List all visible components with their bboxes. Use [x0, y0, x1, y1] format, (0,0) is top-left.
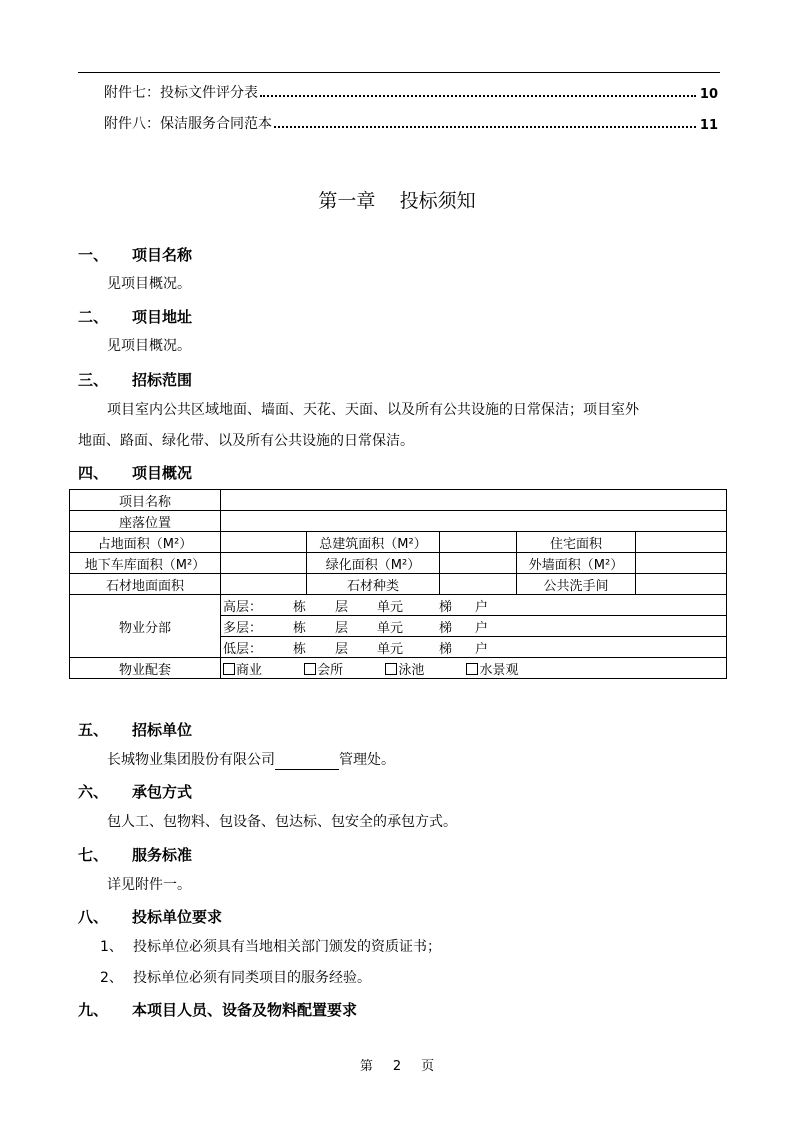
toc-label: 附件七：投标文件评分表: [104, 85, 258, 101]
section-title: 招标单位: [132, 721, 193, 739]
page-number: 2: [392, 1059, 402, 1074]
floor-unit: 单元: [377, 641, 404, 657]
section-heading: [78, 906, 222, 927]
facility-option[interactable]: [304, 659, 343, 678]
floor-row-low: [221, 637, 727, 658]
section-number: 一、: [78, 246, 109, 264]
section-number: 五、: [78, 721, 109, 739]
section-heading: [78, 306, 192, 327]
floor-unit: 单元: [377, 620, 404, 636]
toc-entry[interactable]: [104, 111, 718, 133]
floor-ti: 梯: [439, 641, 453, 657]
table-label: 总建筑面积（M²）: [307, 532, 440, 553]
list-text: 投标单位必须有同类项目的服务经验。: [133, 970, 371, 986]
floor-hu: 户: [475, 620, 489, 636]
footer-suffix: 页: [421, 1059, 435, 1074]
toc-entry[interactable]: [104, 80, 718, 102]
checkbox-icon[interactable]: [304, 663, 316, 675]
section-title: 投标单位要求: [132, 908, 223, 926]
table-value-cell: [221, 532, 307, 553]
table-label: 外墙面积（M²）: [517, 553, 636, 574]
floor-dong: 栋: [293, 599, 307, 615]
list-text: 投标单位必须具有当地相关部门颁发的资质证书；: [133, 939, 441, 955]
toc-page: 11: [699, 118, 718, 133]
checkbox-icon[interactable]: [385, 663, 397, 675]
list-number: 2、: [100, 970, 123, 986]
floor-ceng: 层: [335, 641, 349, 657]
floor-hu: 户: [475, 599, 489, 615]
floor-dong: 栋: [293, 641, 307, 657]
table-label: 公共洗手间: [517, 574, 636, 595]
table-value-cell: [636, 553, 727, 574]
table-row: [70, 595, 727, 616]
section-heading: [78, 369, 192, 390]
section-title: 项目名称: [132, 246, 193, 264]
floor-hu: 户: [475, 641, 489, 657]
section-title: 本项目人员、设备及物料配置要求: [132, 1001, 358, 1019]
section-number: 二、: [78, 308, 109, 326]
facility-label: 泳池: [398, 662, 425, 678]
section-number: 六、: [78, 783, 109, 801]
section-heading: [78, 719, 192, 740]
floor-type: 高层：: [223, 599, 263, 615]
table-value-cell: [221, 490, 727, 511]
floor-dong: 栋: [293, 620, 307, 636]
list-item: [100, 937, 441, 957]
page-footer: [0, 1055, 794, 1074]
table-label: 住宅面积: [517, 532, 636, 553]
footer-prefix: 第: [359, 1059, 373, 1074]
section-heading: [78, 844, 192, 865]
section-body: 包人工、包物料、包设备、包达标、包安全的承包方式。: [107, 814, 457, 830]
toc-label: 附件八：保洁服务合同范本: [104, 116, 272, 132]
floor-row-mid: [221, 616, 727, 637]
table-value-cell: [636, 574, 727, 595]
facility-label: 会所: [317, 662, 344, 678]
table-label: 绿化面积（M²）: [307, 553, 440, 574]
section-number: 七、: [78, 846, 109, 864]
table-row: [70, 574, 727, 595]
facility-option[interactable]: [466, 659, 518, 678]
table-label: 物业分部: [70, 595, 221, 658]
section-body: 地面、路面、绿化带、以及所有公共设施的日常保洁。: [78, 433, 414, 449]
table-label: 项目名称: [70, 490, 221, 511]
section-body: [107, 750, 395, 770]
table-value-cell: [221, 511, 727, 532]
office-suffix: 管理处。: [339, 752, 395, 768]
section-number: 九、: [78, 1001, 109, 1019]
floor-unit: 单元: [377, 599, 404, 615]
table-row: [70, 532, 727, 553]
section-body: 见项目概况。: [107, 338, 191, 354]
floor-ceng: 层: [335, 599, 349, 615]
floor-row-high: [221, 595, 727, 616]
checkbox-icon[interactable]: [223, 663, 235, 675]
floor-type: 低层：: [223, 641, 263, 657]
section-title: 招标范围: [132, 371, 193, 389]
floor-ti: 梯: [439, 599, 453, 615]
table-value-cell: [221, 574, 307, 595]
project-overview-table: [69, 489, 727, 679]
section-title: 项目概况: [132, 464, 193, 482]
table-row: [70, 511, 727, 532]
table-row: [70, 490, 727, 511]
table-value-cell: [440, 532, 517, 553]
section-body: 详见附件一。: [107, 877, 191, 893]
facilities-cell: [221, 658, 727, 679]
chapter-title: 第一章 投标须知: [318, 190, 476, 212]
toc-leader: [274, 126, 696, 128]
toc-leader: [260, 95, 696, 97]
table-value-cell: [636, 532, 727, 553]
floor-ceng: 层: [335, 620, 349, 636]
section-heading: [78, 781, 192, 802]
toc-page: 10: [699, 87, 718, 102]
section-body: 项目室内公共区域地面、墙面、天花、天面、以及所有公共设施的日常保洁；项目室外: [107, 402, 639, 418]
section-title: 服务标准: [132, 846, 193, 864]
section-heading: [78, 462, 192, 483]
facility-label: 商业: [236, 662, 263, 678]
table-label: 占地面积（M²）: [70, 532, 221, 553]
section-number: 八、: [78, 908, 109, 926]
section-number: 三、: [78, 371, 109, 389]
header-rule: [78, 72, 720, 73]
table-value-cell: [221, 553, 307, 574]
table-value-cell: [440, 574, 517, 595]
section-title: 项目地址: [132, 308, 193, 326]
table-label: 座落位置: [70, 511, 221, 532]
blank-field[interactable]: [275, 755, 339, 770]
table-row: [70, 658, 727, 679]
section-title: 承包方式: [132, 783, 193, 801]
section-heading: [78, 244, 192, 265]
list-number: 1、: [100, 939, 123, 955]
facility-label: 水景观: [479, 662, 519, 678]
table-value-cell: [440, 553, 517, 574]
table-row: [70, 553, 727, 574]
table-label: 石材地面面积: [70, 574, 221, 595]
section-heading: [78, 999, 357, 1020]
facility-option[interactable]: [385, 659, 424, 678]
floor-type: 多层：: [223, 620, 263, 636]
checkbox-icon[interactable]: [466, 663, 478, 675]
facility-option[interactable]: [223, 659, 262, 678]
company-name: 长城物业集团股份有限公司: [107, 752, 275, 768]
table-label: 石材种类: [307, 574, 440, 595]
table-label: 物业配套: [70, 658, 221, 679]
list-item: [100, 968, 371, 988]
section-number: 四、: [78, 464, 109, 482]
table-label: 地下车库面积（M²）: [70, 553, 221, 574]
floor-ti: 梯: [439, 620, 453, 636]
section-body: 见项目概况。: [107, 276, 191, 292]
